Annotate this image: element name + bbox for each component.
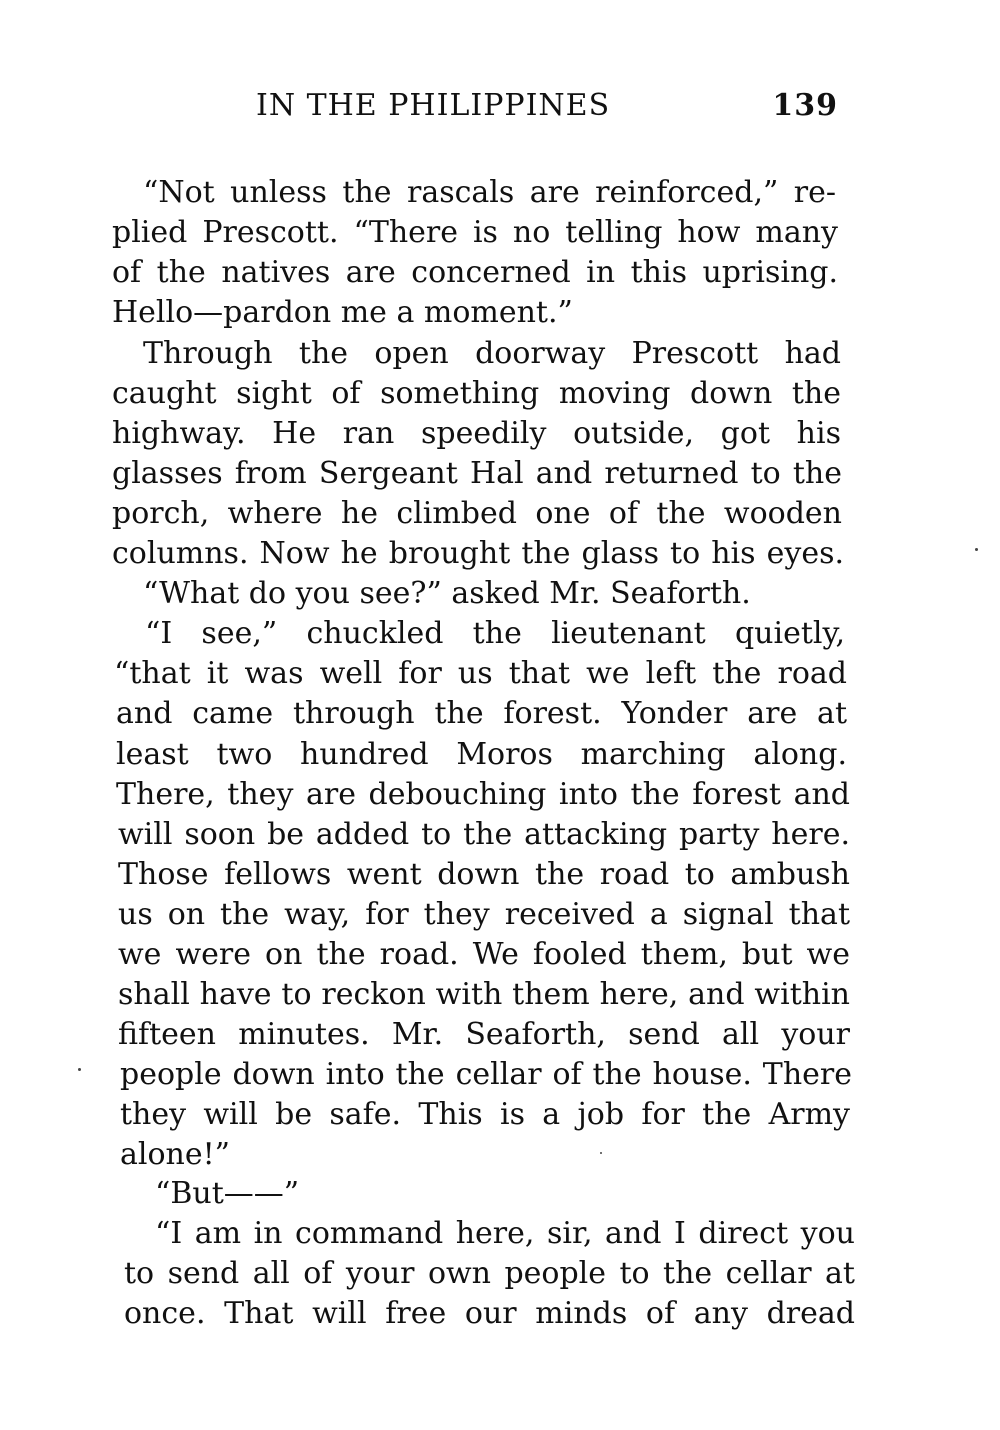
text-line: us on the way, for they received a signal that — [118, 897, 850, 932]
text-line: people down into the cellar of the house. There — [120, 1057, 852, 1092]
text-line: There, they are debouching into the forest and — [116, 777, 850, 812]
text-line: least two hundred Moros marching along. — [116, 737, 847, 772]
text-line: and came through the forest. Yonder are at — [116, 696, 847, 731]
text-line: alone!” — [120, 1137, 231, 1172]
text-line: glasses from Sergeant Hal and returned to the — [112, 456, 842, 491]
text-line: “But——” — [155, 1176, 300, 1211]
text-line: will soon be added to the attacking party here. — [118, 817, 850, 852]
text-line: once. That will free our minds of any dread — [124, 1296, 855, 1331]
text-line: fifteen minutes. Mr. Seaforth, send all your — [118, 1017, 850, 1052]
text-line: to send all of your own people to the cellar at — [124, 1256, 855, 1291]
page-header — [256, 88, 838, 132]
text-line: porch, where he climbed one of the wooden — [112, 496, 842, 531]
text-line: highway. He ran speedily outside, got his — [112, 416, 841, 451]
text-line: “I see,” chuckled the lieutenant quietly, — [145, 616, 845, 651]
text-line: of the natives are concerned in this uprising. — [112, 255, 838, 290]
scan-speck — [600, 1152, 602, 1154]
text-line: Through the open doorway Prescott had — [143, 336, 841, 371]
text-line: caught sight of something moving down the — [112, 376, 841, 411]
page-number: 139 — [772, 88, 838, 123]
text-line: columns. Now he brought the glass to his eyes. — [112, 536, 844, 571]
scan-speck — [975, 548, 978, 551]
text-line: Hello—pardon me a moment.” — [112, 295, 573, 330]
text-line: we were on the road. We fooled them, but we — [118, 937, 850, 972]
text-line: they will be safe. This is a job for the Army — [120, 1097, 850, 1132]
text-line: “Not unless the rascals are reinforced,” re- — [143, 175, 836, 210]
text-line: “What do you see?” asked Mr. Seaforth. — [143, 576, 751, 611]
scan-speck — [78, 1068, 81, 1071]
text-line: “that it was well for us that we left the road — [114, 656, 847, 691]
text-line: Those fellows went down the road to ambush — [118, 857, 850, 892]
text-line: “I am in command here, sir, and I direct you — [155, 1216, 855, 1251]
text-line: plied Prescott. “There is no telling how many — [112, 215, 838, 250]
running-title: IN THE PHILIPPINES — [256, 88, 611, 123]
text-line: shall have to reckon with them here, and within — [118, 977, 850, 1012]
